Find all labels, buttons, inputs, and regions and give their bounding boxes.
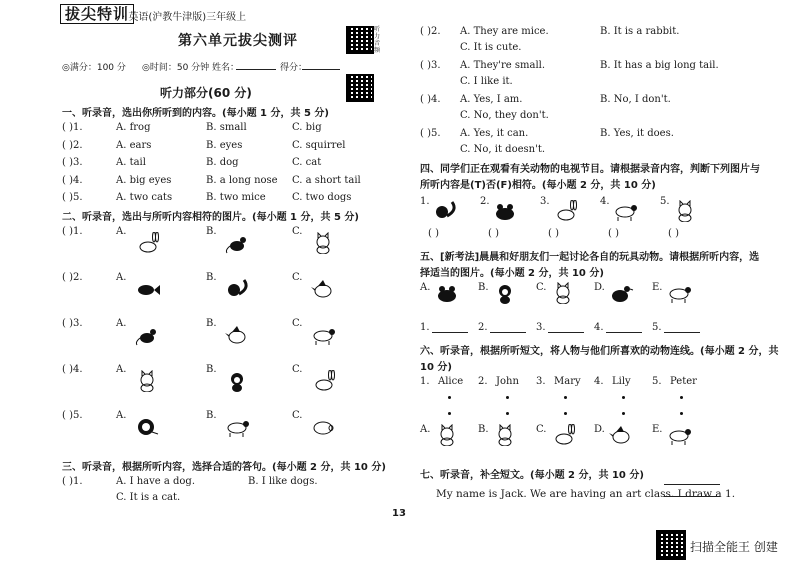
name-label: 姓名： — [212, 63, 240, 73]
section-5-heading-line2: 择适当的图片。(每小题 2 分，共 10 分) — [420, 268, 604, 279]
s6-person-3-dot[interactable] — [564, 396, 567, 399]
dog-icon[interactable] — [310, 324, 336, 346]
rabbit-icon[interactable] — [134, 232, 160, 254]
score-blank[interactable] — [302, 69, 340, 70]
s1-q1-option-a: A. frog — [116, 122, 151, 133]
s4-item-3-number: 3. — [540, 196, 550, 207]
mouse-icon[interactable] — [134, 324, 160, 346]
s1-q2-option-b: B. eyes — [206, 139, 243, 151]
s6-animal-4-letter: D. — [594, 424, 605, 435]
rabbit-icon[interactable] — [310, 370, 336, 392]
dog-icon — [666, 282, 692, 304]
lion-icon[interactable] — [134, 416, 160, 438]
bird-icon[interactable] — [224, 324, 250, 346]
s6-animal-1-letter: A. — [420, 424, 431, 435]
s2-q3-label-b: B. — [206, 318, 217, 329]
s6-person-5-dot[interactable] — [680, 396, 683, 399]
bird-icon[interactable] — [310, 278, 336, 300]
bird-icon — [608, 424, 634, 446]
cat-icon — [672, 200, 698, 222]
s1-q3-option-b: B. dog — [206, 157, 239, 168]
s4-item-4-number: 4. — [600, 196, 610, 207]
s1-q4-option-b: B. a long nose — [206, 174, 278, 186]
section-1-heading: 一、听录音，选出你所听到的内容。(每小题 1 分，共 5 分) — [62, 108, 329, 119]
s4-item-1-number: 1. — [420, 196, 430, 207]
squirrel-icon[interactable] — [224, 278, 250, 300]
s6-animal-3-letter: C. — [536, 424, 547, 435]
s6-animal-3-dot[interactable] — [564, 412, 567, 415]
s2-q1-number[interactable]: ( )1. — [62, 226, 83, 237]
s4-item-1-answer[interactable]: ( ) — [428, 228, 439, 239]
s6-person-2-dot[interactable] — [506, 396, 509, 399]
section-2-heading: 二、听录音，选出与所听内容相符的图片。(每小题 1 分，共 5 分) — [62, 212, 359, 223]
s6-animal-1-dot[interactable] — [448, 412, 451, 415]
s3-q1-option-c: C. It is a cat. — [116, 492, 181, 503]
s6-person-2-number: 2. — [478, 376, 488, 387]
s2-q5-label-c: C. — [292, 410, 303, 421]
s6-person-4-name: Lily — [612, 376, 631, 387]
s2-q5-label-b: B. — [206, 410, 217, 421]
time-limit: ◎时间：50 分钟 — [142, 63, 210, 73]
page-number: 13 — [392, 508, 406, 519]
s5-item-3-answer-blank[interactable] — [548, 332, 584, 333]
mouse-icon[interactable] — [224, 232, 250, 254]
qr-code-icon — [346, 26, 374, 54]
s4-item-5-answer[interactable]: ( ) — [668, 228, 679, 239]
s1-q1-number[interactable]: ( )1. — [62, 122, 83, 133]
s4-item-5-number: 5. — [660, 196, 670, 207]
s2-q1-label-a: A. — [116, 226, 127, 237]
s6-person-1-dot[interactable] — [448, 396, 451, 399]
s6-person-4-number: 4. — [594, 376, 604, 387]
dog-icon[interactable] — [224, 416, 250, 438]
s3-q5-option-a: A. Yes, it can. — [460, 128, 529, 139]
section-5-heading-line1: 五、[新考法]晨晨和好朋友们一起讨论各自的玩具动物。请根据所听内容，选 — [420, 252, 760, 263]
s3-q1-option-b: B. I like dogs. — [248, 476, 318, 487]
s3-q4-option-c: C. No, they don't. — [460, 110, 549, 121]
s1-q3-option-a: A. tail — [116, 157, 146, 168]
s4-item-4-answer[interactable]: ( ) — [608, 228, 619, 239]
s3-q2-option-a: A. They are mice. — [460, 26, 549, 37]
s6-animal-2-dot[interactable] — [506, 412, 509, 415]
s5-pic-3-letter: C. — [536, 282, 547, 293]
s3-q2-number[interactable]: ( )2. — [420, 26, 441, 37]
s1-q4-option-a: A. big eyes — [116, 174, 172, 186]
s1-q5-option-c: C. two dogs — [292, 192, 352, 203]
s5-pic-2-letter: B. — [478, 282, 489, 293]
dog-icon — [666, 424, 692, 446]
s7-text-line: My name is Jack. We are having an art class. I draw a 1. — [436, 488, 736, 500]
cat-icon[interactable] — [134, 370, 160, 392]
s3-q1-number[interactable]: ( )1. — [62, 476, 83, 487]
s2-q4-label-b: B. — [206, 364, 217, 375]
s2-q1-label-c: C. — [292, 226, 303, 237]
s2-q2-number[interactable]: ( )2. — [62, 272, 83, 283]
s3-q2-option-c: C. It is cute. — [460, 42, 522, 53]
section-7-heading: 七、听录音，补全短文。(每小题 2 分，共 10 分) — [420, 470, 644, 481]
s3-q3-option-b: B. It has a big long tail. — [600, 60, 719, 71]
s1-q1-option-b: B. small — [206, 122, 247, 133]
full-score: ◎满分：100 分 — [62, 63, 126, 73]
rabbit-icon — [550, 424, 576, 446]
s5-pic-5-letter: E. — [652, 282, 663, 293]
series-logo: 拔尖特训 — [60, 4, 134, 24]
section-4-heading-line2: 所听内容是(T)否(F)相符。(每小题 2 分，共 10 分) — [420, 180, 656, 191]
s5-item-2-answer-blank[interactable] — [490, 332, 526, 333]
s4-item-2-answer[interactable]: ( ) — [488, 228, 499, 239]
chicken-icon — [608, 282, 634, 304]
book-subtitle: · 英语(沪教牛津版)三年级上 — [122, 12, 247, 23]
dog-icon — [612, 200, 638, 222]
section-6-heading-line2: 10 分) — [420, 362, 452, 373]
s5-item-5-answer-blank[interactable] — [664, 332, 700, 333]
s1-q4-option-c: C. a short tail — [292, 174, 361, 186]
s3-q4-option-a: A. Yes, I am. — [460, 94, 523, 105]
s1-q4-number[interactable]: ( )4. — [62, 174, 83, 186]
s4-item-3-answer[interactable]: ( ) — [548, 228, 559, 239]
s5-item-2-number: 2. — [478, 322, 488, 333]
audio-qr-icon — [346, 74, 374, 102]
s5-pic-4-letter: D. — [594, 282, 605, 293]
page-title: 第六单元拔尖测评 — [178, 33, 298, 49]
s3-q5-number[interactable]: ( )5. — [420, 128, 441, 139]
s5-item-4-number: 4. — [594, 322, 604, 333]
s6-animal-4-dot[interactable] — [622, 412, 625, 415]
monkey-icon — [492, 282, 518, 304]
listening-heading: 听力部分(60 分) — [160, 86, 252, 100]
s6-animal-2-letter: B. — [478, 424, 489, 435]
s1-q3-option-c: C. cat — [292, 157, 322, 168]
s4-item-2-number: 2. — [480, 196, 490, 207]
scanner-watermark: 扫描全能王 创建 — [690, 540, 778, 554]
s2-q4-label-a: A. — [116, 364, 127, 375]
s7-answer-line-2[interactable] — [664, 496, 720, 497]
rabbit-icon — [552, 200, 578, 222]
s6-person-1-name: Alice — [438, 376, 464, 387]
s5-item-1-number: 1. — [420, 322, 430, 333]
s2-q3-label-a: A. — [116, 318, 127, 329]
section-6-heading-line1: 六、听录音，根据所听短文，将人物与他们所喜欢的动物连线。(每小题 2 分，共 — [420, 346, 779, 357]
s5-pic-1-letter: A. — [420, 282, 431, 293]
s2-q5-number[interactable]: ( )5. — [62, 410, 83, 421]
s2-q4-label-c: C. — [292, 364, 303, 375]
s5-item-5-number: 5. — [652, 322, 662, 333]
cat-icon — [492, 424, 518, 446]
s6-person-1-number: 1. — [420, 376, 430, 387]
pig-icon[interactable] — [310, 416, 336, 438]
section-3-heading: 三、听录音，根据所听内容，选择合适的答句。(每小题 2 分，共 10 分) — [62, 462, 386, 473]
s2-q5-label-a: A. — [116, 410, 127, 421]
s5-item-3-number: 3. — [536, 322, 546, 333]
s1-q2-option-c: C. squirrel — [292, 139, 346, 151]
score-label: 得分： — [280, 63, 308, 73]
scanner-qr-icon — [656, 530, 686, 560]
s3-q4-number[interactable]: ( )4. — [420, 94, 441, 105]
s2-q2-label-a: A. — [116, 272, 127, 283]
s3-q4-option-b: B. No, I don't. — [600, 94, 671, 105]
s3-q2-option-b: B. It is a rabbit. — [600, 26, 680, 37]
s5-item-4-answer-blank[interactable] — [606, 332, 642, 333]
s6-animal-5-letter: E. — [652, 424, 663, 435]
section-4-heading-line1: 四、同学们正在观看有关动物的电视节目。请根据录音内容，判断下列图片与 — [420, 164, 760, 175]
cat-icon — [550, 282, 576, 304]
s3-q3-number[interactable]: ( )3. — [420, 60, 441, 71]
s2-q1-label-b: B. — [206, 226, 217, 237]
s6-person-2-name: John — [496, 376, 519, 387]
s6-person-4-dot[interactable] — [622, 396, 625, 399]
cat-icon[interactable] — [310, 232, 336, 254]
s1-q2-number[interactable]: ( )2. — [62, 139, 83, 151]
s6-person-5-name: Peter — [670, 376, 697, 387]
s2-q3-label-c: C. — [292, 318, 303, 329]
s1-q2-option-a: A. ears — [116, 139, 152, 151]
s1-q5-option-b: B. two mice — [206, 192, 266, 203]
squirrel-icon — [432, 200, 458, 222]
qr-label: 听力音频 — [374, 26, 381, 54]
fish-icon[interactable] — [134, 278, 160, 300]
s6-person-3-name: Mary — [554, 376, 581, 387]
s5-item-1-answer-blank[interactable] — [432, 332, 468, 333]
s1-q5-number[interactable]: ( )5. — [62, 192, 83, 203]
frog-icon — [434, 282, 460, 304]
s7-answer-line-1[interactable] — [664, 484, 720, 485]
s6-animal-5-dot[interactable] — [680, 412, 683, 415]
s1-q3-number[interactable]: ( )3. — [62, 157, 83, 168]
s6-person-5-number: 5. — [652, 376, 662, 387]
s3-q3-option-c: C. I like it. — [460, 76, 513, 87]
s3-q1-option-a: A. I have a dog. — [116, 476, 195, 487]
s3-q3-option-a: A. They're small. — [460, 60, 546, 71]
s2-q2-label-c: C. — [292, 272, 303, 283]
monkey-icon[interactable] — [224, 370, 250, 392]
cat-icon — [434, 424, 460, 446]
s6-person-3-number: 3. — [536, 376, 546, 387]
s3-q5-option-c: C. No, it doesn't. — [460, 144, 546, 155]
s1-q1-option-c: C. big — [292, 122, 322, 133]
frog-icon — [492, 200, 518, 222]
s2-q3-number[interactable]: ( )3. — [62, 318, 83, 329]
s2-q4-number[interactable]: ( )4. — [62, 364, 83, 375]
s3-q5-option-b: B. Yes, it does. — [600, 128, 674, 139]
s2-q2-label-b: B. — [206, 272, 217, 283]
name-blank[interactable] — [236, 69, 276, 70]
s1-q5-option-a: A. two cats — [116, 192, 173, 203]
